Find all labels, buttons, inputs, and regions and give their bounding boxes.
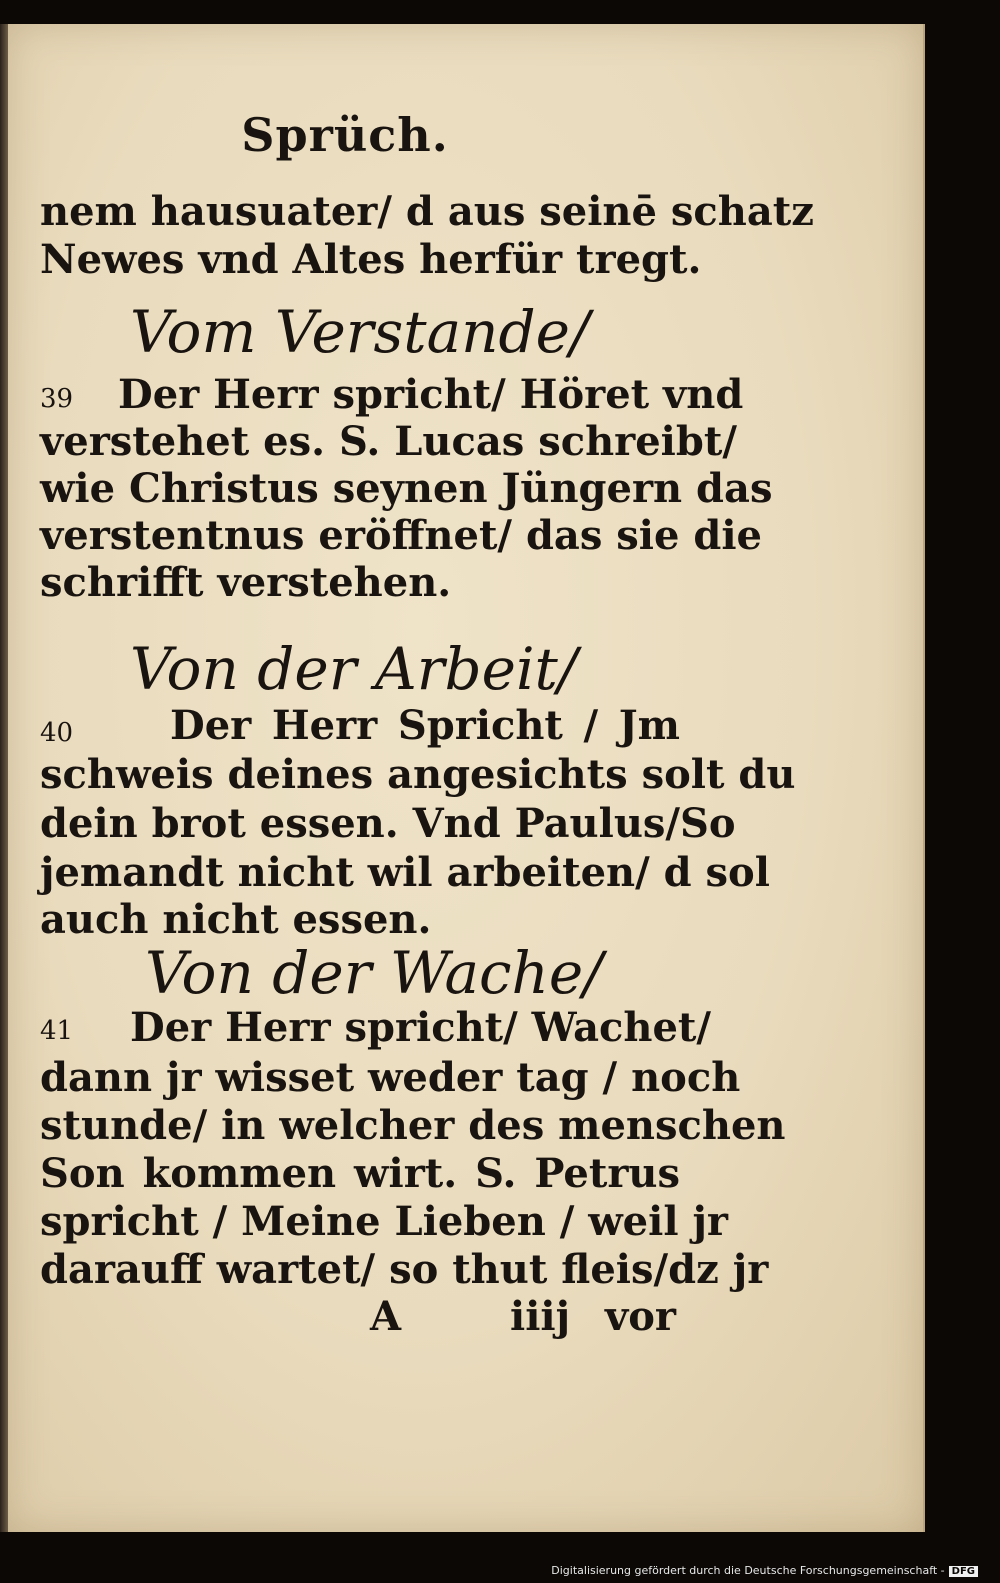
digitization-credit	[551, 1564, 978, 1577]
verse-number: 39	[40, 384, 74, 414]
section-heading: Vom Verstande/	[130, 298, 590, 366]
signature-mark: A	[370, 1293, 402, 1340]
text-line: dann jr wisset weder tag / noch	[40, 1054, 741, 1101]
text-line: darauff wartet/ so thut fleis/dz jr	[40, 1246, 769, 1293]
section-heading: Von der Wache/	[145, 939, 603, 1007]
text-line: Der Herr spricht/ Höret vnd	[118, 371, 744, 418]
text-line: schweis deines angesichts solt du	[40, 751, 796, 798]
text-line: verstehet es. S. Lucas schreibt/	[40, 418, 737, 465]
credit-text: Digitalisierung gefördert durch die Deutsche Forschungsgemeinschaft -	[551, 1564, 945, 1577]
text-line: wie Christus seynen Jüngern das	[40, 465, 773, 512]
text-line: schrifft verstehen.	[40, 559, 452, 606]
text-line: auch nicht essen.	[40, 896, 432, 943]
text-line: Son kommen wirt. S. Petrus	[40, 1150, 680, 1197]
text-line: nem hausuater/ d aus seinē schatz	[40, 188, 814, 235]
verse-number: 40	[40, 718, 74, 748]
catchword: vor	[605, 1293, 676, 1340]
text-line: Der Herr spricht/ Wachet/	[130, 1004, 711, 1051]
folio-number: iiij	[510, 1293, 571, 1340]
text-line: jemandt nicht wil arbeiten/ d sol	[40, 849, 770, 896]
text-line: verstentnus eröffnet/ das sie die	[40, 512, 762, 559]
section-heading: Von der Arbeit/	[130, 635, 578, 703]
text-line: Der Herr Spricht / Jm	[170, 702, 680, 749]
dfg-logo: DFG	[949, 1566, 978, 1577]
text-line: Newes vnd Altes herfür tregt.	[40, 236, 702, 283]
text-line: stunde/ in welcher des menschen	[40, 1102, 786, 1149]
text-line: dein brot essen. Vnd Paulus/So	[40, 800, 736, 847]
running-head: Sprüch.	[241, 108, 449, 162]
verse-number: 41	[40, 1016, 74, 1046]
text-line: spricht / Meine Lieben / weil jr	[40, 1198, 728, 1245]
